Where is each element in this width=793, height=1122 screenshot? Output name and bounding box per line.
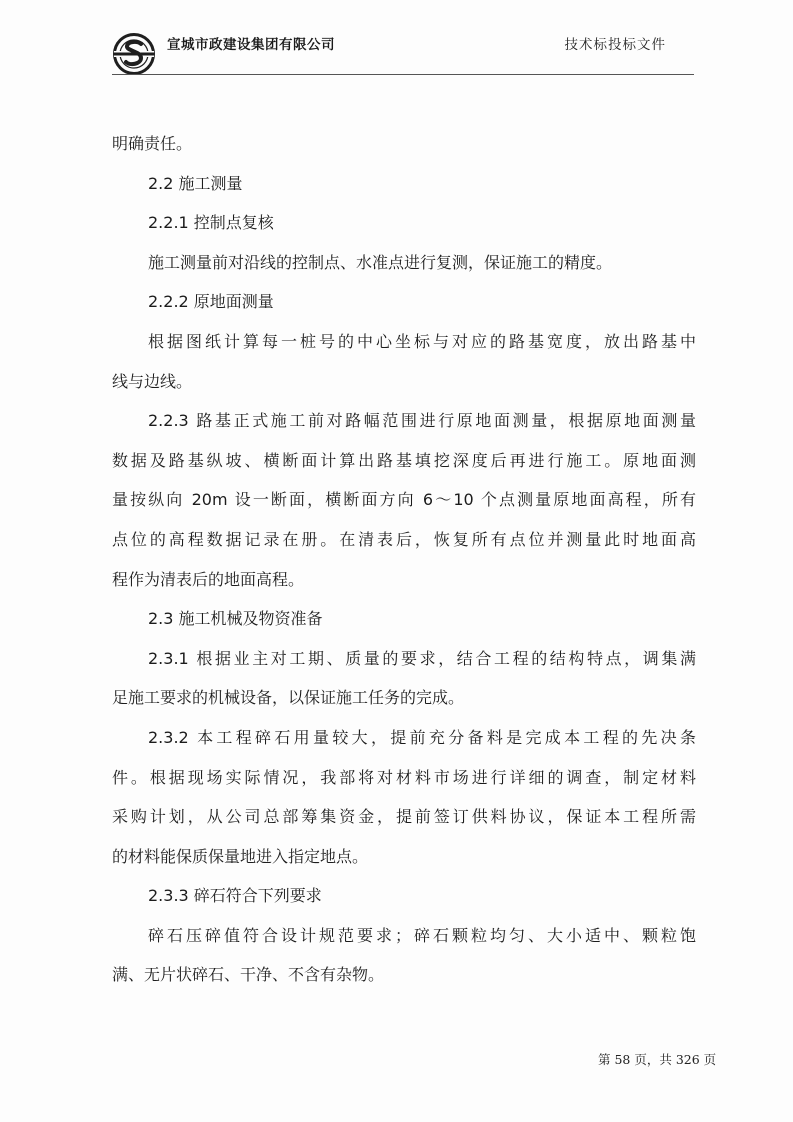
text-line: 足施工要求的机械设备，以保证施工任务的完成。 — [112, 688, 465, 708]
document-type: 技术标投标文件 — [564, 37, 666, 53]
text-line: 2.2.3 路基正式施工前对路幅范围进行原地面测量，根据原地面测量 — [148, 411, 696, 431]
document-body — [112, 124, 696, 995]
text-line: 采购计划，从公司总部筹集资金，提前签订供料协议，保证本工程所需 — [112, 807, 696, 827]
company-name: 宣城市政建设集团有限公司 — [167, 37, 335, 53]
text-line: 满、无片状碎石、干净、不含有杂物。 — [112, 965, 385, 985]
text-line: 施工测量前对沿线的控制点、水准点进行复测，保证施工的精度。 — [148, 252, 613, 272]
text-line: 2.3.1 根据业主对工期、质量的要求，结合工程的结构特点，调集满 — [148, 648, 696, 668]
header-divider — [112, 74, 694, 75]
text-line: 2.3.2 本工程碎石用量较大，提前充分备料是完成本工程的先决条 — [148, 727, 696, 747]
company-logo-s-icon — [112, 32, 156, 76]
text-line: 线与边线。 — [112, 371, 193, 391]
text-line: 根据图纸计算每一桩号的中心坐标与对应的路基宽度，放出路基中 — [148, 331, 696, 351]
text-line: 数据及路基纵坡、横断面计算出路基填挖深度后再进行施工。原地面测 — [112, 450, 696, 470]
text-line: 点位的高程数据记录在册。在清表后，恢复所有点位并测量此时地面高 — [112, 529, 696, 549]
text-line: 碎石压碎值符合设计规范要求；碎石颗粒均匀、大小适中、颗粒饱 — [148, 925, 696, 945]
section-heading: 2.2 施工测量 — [148, 173, 243, 193]
text-line: 量按纵向 20m 设一断面，横断面方向 6～10 个点测量原地面高程，所有 — [112, 490, 696, 510]
text-line: 明确责任。 — [112, 134, 193, 153]
page-number: 第 58 页，共 326 页 — [598, 1052, 717, 1067]
text-line: 的材料能保质保量地进入指定地点。 — [112, 846, 369, 866]
text-line: 件。根据现场实际情况，我部将对材料市场进行详细的调查，制定材料 — [112, 767, 696, 787]
page-header — [112, 24, 694, 84]
text-line: 程作为清表后的地面高程。 — [112, 569, 305, 589]
section-heading: 2.3 施工机械及物资准备 — [148, 609, 323, 629]
section-heading: 2.2.2 原地面测量 — [148, 292, 274, 312]
section-heading: 2.2.1 控制点复核 — [148, 213, 274, 233]
section-heading: 2.3.3 碎石符合下列要求 — [148, 886, 322, 906]
